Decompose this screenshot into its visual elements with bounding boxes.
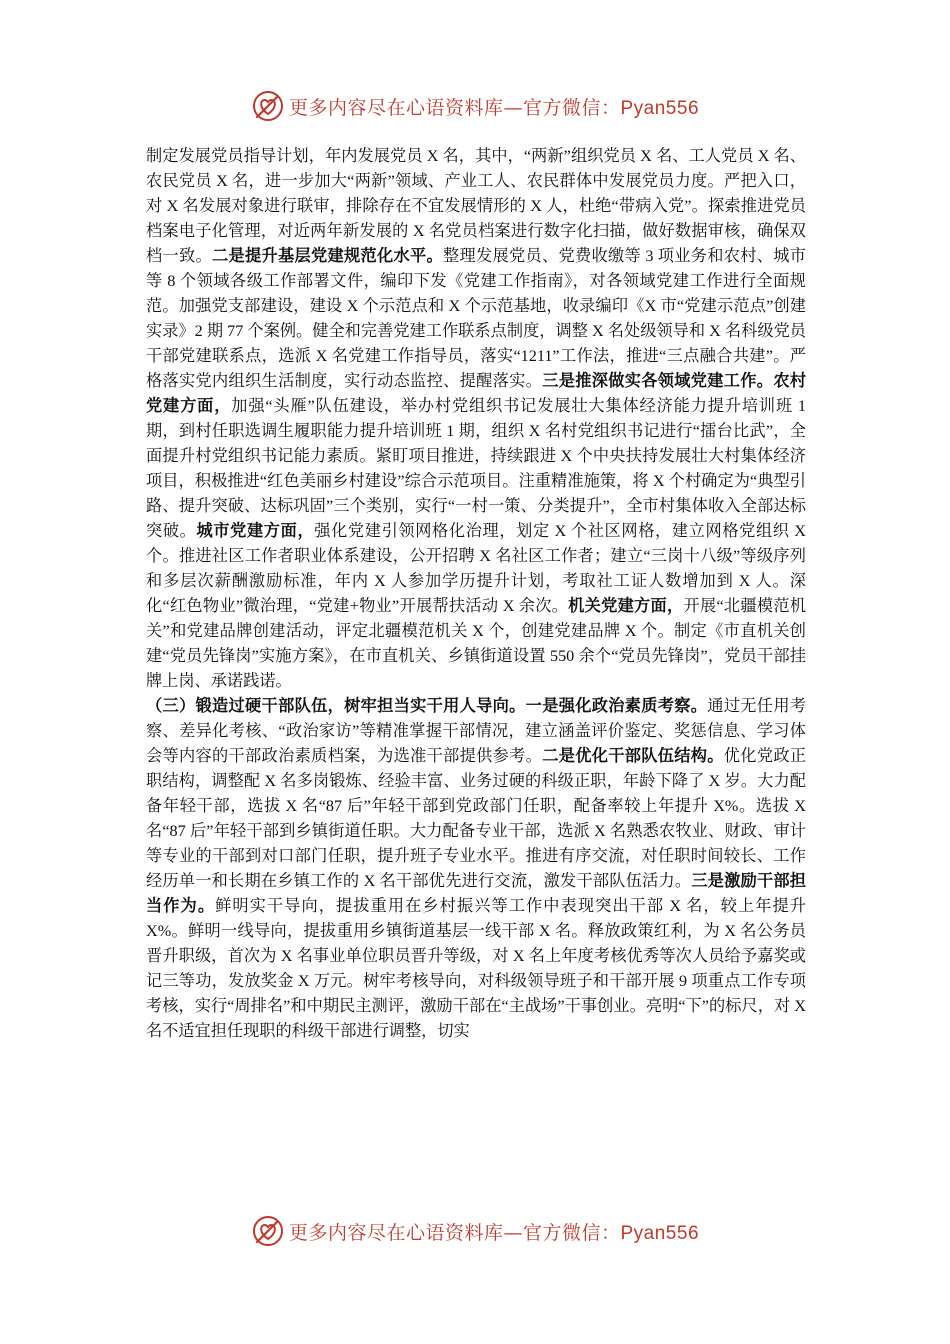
banner-text	[289, 1218, 699, 1245]
body-text-segment: 制定发展党员指导计划，年内发展党员 X 名，其中，“两新”组织党员 X 名、工人党员 X 名、农民党员 X 名，进一步加大“两新”领域、产业工人、农民群体中发展党员力度。严把入口，对 X 名发展对象进行联审，排除存在不宜发展情形的 X 人，杜绝“带病入党”。探索推进党员档案电子化管理，对近两年新发展的 X 名党员档案进行数字化扫描，做好数据审核，确保双档一致。	[146, 147, 806, 265]
banner-text-cn: 更多内容尽在心语资料库—官方微信：	[288, 1221, 621, 1244]
document-body	[146, 144, 806, 1044]
bold-heading-text: （三）锻造过硬干部队伍，树牢担当实干用人导向。一是强化政治素质考察。	[146, 697, 708, 715]
header-banner	[0, 86, 950, 126]
bold-heading-text: 二是提升基层党建规范化水平。	[212, 247, 443, 265]
body-text-segment: 开展“北疆模范机关”和党建品牌创建活动，评定北疆模范机关 X 个，创建党建品牌 X 个。制定《市直机关创建“党员先锋岗”实施方案》，在市直机关、乡镇街道设置 550 余个“党员先锋岗”，党员干部挂牌上岗、承诺践诺。	[146, 597, 807, 690]
bold-heading-text: 三是激励干部担当作为。	[146, 872, 806, 915]
body-text-segment: 加强“头雁”队伍建设，举办村党组织书记发展壮大集体经济能力提升培训班 1 期，到村任职选调生履职能力提升培训班 1 期，组织 X 名村党组织书记进行“擂台比武”，全面提升村党组织书记能力素质。紧盯项目推进，持续跟进 X 个中央扶持发展壮大村集体经济项目，积极推进“红色美丽乡村建设”综合示范项目。注重精准施策，将 X 个村确定为“典型引路、提升突破、达标巩固”三个类别，实行“一村一策、分类提升”，全市村集体收入全部达标突破。	[146, 397, 807, 540]
body-text-segment: 鲜明实干导向，提拔重用在乡村振兴等工作中表现突出干部 X 名，较上年提升 X%。鲜明一线导向，提拔重用乡镇街道基层一线干部 X 名。释放政策红利，为 X 名公务员晋升职级，首次为 X 名事业单位职员晋升等级，对 X 名上年度考核优秀等次人员给予嘉奖或记三等功，发放奖金 X 万元。树牢考核导向，对科级领导班子和干部开展 9 项重点工作专项考核，实行“周排名”和中期民主测评，激励干部在“主战场”干事创业。亮明“下”的标尺，对 X 名不适宜担任现职的科级干部进行调整，切实	[146, 897, 806, 1040]
heart-pen-logo-icon	[251, 1214, 285, 1248]
bold-heading-text: 三是推深做实各领域党建工作。农村党建方面，	[146, 372, 807, 415]
footer-banner	[0, 1211, 950, 1251]
bold-heading-text: 二是优化干部队伍结构。	[542, 747, 724, 765]
body-text-segment: 强化党建引领网格化治理，划定 X 个社区网格，建立网格党组织 X 个。推进社区工作者职业体系建设，公开招聘 X 名社区工作者；建立“三岗十八级”等级序列和多层次薪酬激励标准，年内 X 人参加学历提升计划，考取社工证人数增加到 X 人。深化“红色物业”微治理，“党建+物业”开展帮扶活动 X 余次。	[146, 522, 806, 615]
banner-text-en: Pyan556	[620, 1222, 700, 1244]
banner-text-cn: 更多内容尽在心语资料库—官方微信：	[288, 96, 621, 119]
banner-text-en: Pyan556	[620, 97, 700, 119]
paragraph	[146, 694, 806, 1044]
paragraph	[146, 144, 806, 694]
body-text-segment: 优化党政正职结构，调整配 X 名多岗锻炼、经验丰富、业务过硬的科级正职，年龄下降了 X 岁。大力配备年轻干部，选拔 X 名“87 后”年轻干部到党政部门任职，配备率较上年提升 X%。选拔 X 名“87 后”年轻干部到乡镇街道任职。大力配备专业干部，选派 X 名熟悉农牧业、财政、审计等专业的干部到对口部门任职，提升班子专业水平。推进有序交流，对任职时间较长、工作经历单一和长期在乡镇工作的 X 名干部优先进行交流，激发干部队伍活力。	[146, 747, 807, 890]
banner-text	[289, 93, 699, 120]
heart-pen-logo-icon	[251, 89, 285, 123]
bold-heading-text: 城市党建方面，	[196, 522, 315, 540]
body-text-segment: 整理发展党员、党费收缴等 3 项业务和农村、城市等 8 个领域各级工作部署文件，编印下发《党建工作指南》，对各领域党建工作进行全面规范。加强党支部建设，建设 X 个示范点和 X 个示范基地，收录编印《X 市“党建示范点”创建实录》2 期 77 个案例。健全和完善党建工作联系点制度，调整 X 名处级领导和 X 名科级党员干部党建联系点，选派 X 名党建工作指导员，落实“1211”工作法，推进“三点融合共建”。严格落实党内组织生活制度，实行动态监控、提醒落实。	[146, 247, 806, 390]
body-text-segment: 通过无任用考察、差异化考核、“政治家访”等精准掌握干部情况，建立涵盖评价鉴定、奖惩信息、学习体会等内容的干部政治素质档案，为选准干部提供参考。	[146, 697, 807, 765]
bold-heading-text: 机关党建方面，	[568, 597, 684, 615]
